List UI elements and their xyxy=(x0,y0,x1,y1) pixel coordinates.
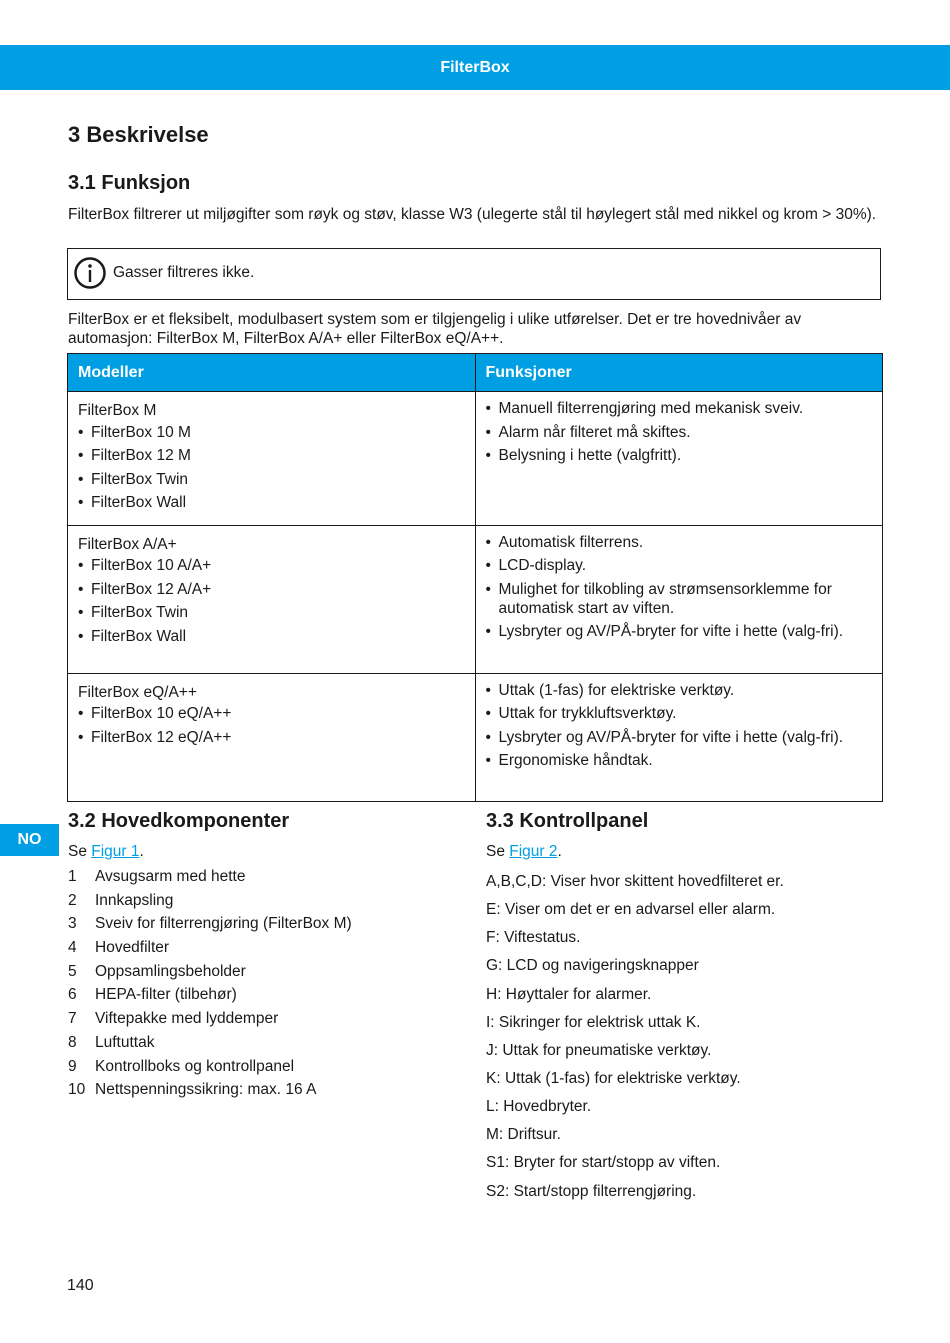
list-item: • Lysbryter og AV/PÅ-bryter for vifte i hette (valg-fri). xyxy=(486,728,873,747)
list-item xyxy=(68,1055,352,1079)
list-item xyxy=(68,1031,352,1055)
list-item xyxy=(68,960,352,984)
list-item xyxy=(68,865,352,889)
item-number: 9 xyxy=(68,1057,77,1075)
item-label: Innkapsling xyxy=(95,891,174,909)
control-panel-list xyxy=(486,868,784,1206)
see-prefix: Se xyxy=(68,843,92,860)
table-row xyxy=(68,392,883,526)
list-item: • LCD-display. xyxy=(486,556,873,575)
section-3-3-see xyxy=(486,843,562,861)
section-3-3-title: 3.3 Kontrollpanel xyxy=(486,810,649,832)
list-item: • Mulighet for tilkobling av strømsensorklemme for automatisk start av viften. xyxy=(486,580,873,618)
item-label: Hovedfilter xyxy=(95,939,170,957)
functions-cell xyxy=(475,525,883,673)
list-item: K: Uttak (1-fas) for elektriske verktøy. xyxy=(486,1069,741,1087)
list-item: E: Viser om det er en advarsel eller alarm. xyxy=(486,901,776,919)
section-3-1-body: FilterBox er et fleksibelt, modulbasert system som er tilgjengelig i ulike utførelser. Det er tre hovednivåer av automasjon: FilterBox M, FilterBox A/A+ eller FilterBox eQ/A++. xyxy=(68,311,802,347)
section-3-title: 3 Beskrivelse xyxy=(68,122,209,147)
list-item xyxy=(68,889,352,913)
info-note xyxy=(67,248,881,300)
column-header-models: Modeller xyxy=(68,354,476,392)
table-header-row xyxy=(68,354,883,392)
see-suffix: . xyxy=(557,843,562,860)
language-tab: NO xyxy=(0,824,59,856)
section-3-2-see xyxy=(68,843,144,861)
list-item: • FilterBox Twin xyxy=(78,603,465,622)
list-item: • Manuell filterrengjøring med mekanisk sveiv. xyxy=(486,399,873,418)
item-label: Avsugsarm med hette xyxy=(95,868,246,885)
list-item: • FilterBox Wall xyxy=(78,493,465,512)
list-item: • FilterBox Wall xyxy=(78,627,465,646)
item-label: Sveiv for filterrengjøring (FilterBox M) xyxy=(95,915,352,933)
section-3-2-title: 3.2 Hovedkomponenter xyxy=(68,810,290,832)
table-row xyxy=(68,525,883,673)
model-variants xyxy=(78,704,465,747)
list-item xyxy=(68,1078,352,1102)
see-prefix: Se xyxy=(486,843,510,860)
list-item: H: Høyttaler for alarmer. xyxy=(486,985,652,1003)
item-number: 7 xyxy=(68,1010,77,1028)
item-label: Luftuttak xyxy=(95,1033,155,1051)
header-bar xyxy=(0,45,950,90)
item-number: 5 xyxy=(68,962,77,980)
section-3-1-title: 3.1 Funksjon xyxy=(68,172,191,194)
item-number: 10 xyxy=(68,1081,86,1099)
function-list xyxy=(486,533,873,642)
page-number: 140 xyxy=(67,1277,94,1294)
list-item: • Uttak (1-fas) for elektriske verktøy. xyxy=(486,681,873,700)
list-item: • Automatisk filterrens. xyxy=(486,533,873,552)
list-item xyxy=(68,983,352,1007)
list-item xyxy=(68,1007,352,1031)
models-cell xyxy=(68,525,476,673)
list-item: • FilterBox 12 M xyxy=(78,446,465,465)
list-item: F: Viftestatus. xyxy=(486,929,581,947)
list-item: A,B,C,D: Viser hvor skittent hovedfilteret er. xyxy=(486,873,784,890)
list-item: • FilterBox 10 M xyxy=(78,423,465,442)
function-list xyxy=(486,399,873,465)
model-name: FilterBox M xyxy=(78,402,157,419)
table-row xyxy=(68,673,883,801)
list-item: I: Sikringer for elektrisk uttak K. xyxy=(486,1013,701,1031)
list-item: • Uttak for trykkluftsverktøy. xyxy=(486,704,873,723)
list-item: S1: Bryter for start/stopp av viften. xyxy=(486,1154,721,1172)
functions-cell xyxy=(475,673,883,801)
list-item: M: Driftsur. xyxy=(486,1126,561,1144)
figure-1-link[interactable]: Figur 1 xyxy=(91,843,140,860)
item-number: 4 xyxy=(68,939,77,957)
list-item xyxy=(68,912,352,936)
item-number: 3 xyxy=(68,915,77,933)
list-item: • FilterBox 10 A/A+ xyxy=(78,556,465,575)
model-variants xyxy=(78,556,465,646)
item-number: 1 xyxy=(68,868,77,885)
model-name: FilterBox eQ/A++ xyxy=(78,683,197,701)
note-text: Gasser filtreres ikke. xyxy=(113,264,255,281)
model-name: FilterBox A/A+ xyxy=(78,535,177,553)
item-label: HEPA-filter (tilbehør) xyxy=(95,986,237,1004)
list-item: • Alarm når filteret må skiftes. xyxy=(486,423,873,442)
list-item: L: Hovedbryter. xyxy=(486,1098,592,1116)
list-item: • FilterBox 12 eQ/A++ xyxy=(78,728,465,747)
item-label: Viftepakke med lyddemper xyxy=(95,1010,279,1028)
list-item: • Belysning i hette (valgfritt). xyxy=(486,446,873,465)
model-variants xyxy=(78,423,465,513)
item-number: 8 xyxy=(68,1033,77,1051)
list-item: • FilterBox Twin xyxy=(78,470,465,489)
list-item: G: LCD og navigeringsknapper xyxy=(486,957,699,975)
item-label: Oppsamlingsbeholder xyxy=(95,962,246,980)
components-list xyxy=(68,865,352,1102)
list-item xyxy=(68,936,352,960)
models-cell xyxy=(68,392,476,526)
list-item: • FilterBox 12 A/A+ xyxy=(78,580,465,599)
info-icon xyxy=(74,257,106,289)
item-number: 2 xyxy=(68,891,77,909)
list-item: • Lysbryter og AV/PÅ-bryter for vifte i hette (valg-fri). xyxy=(486,622,873,641)
see-suffix: . xyxy=(139,843,144,860)
item-label: Nettspenningssikring: max. 16 A xyxy=(95,1081,317,1099)
list-item: • FilterBox 10 eQ/A++ xyxy=(78,704,465,723)
header-title: FilterBox xyxy=(440,59,510,76)
models-cell xyxy=(68,673,476,801)
models-functions-table xyxy=(67,353,883,802)
list-item: • Ergonomiske håndtak. xyxy=(486,751,873,770)
figure-2-link[interactable]: Figur 2 xyxy=(509,843,558,860)
function-list xyxy=(486,681,873,771)
list-item: J: Uttak for pneumatiske verktøy. xyxy=(486,1041,712,1059)
section-3-1-intro: FilterBox filtrerer ut miljøgifter som røyk og støv, klasse W3 (ulegerte stål til høylegert stål med nikkel og krom > 30%). xyxy=(68,206,877,223)
functions-cell xyxy=(475,392,883,526)
column-header-functions: Funksjoner xyxy=(475,354,883,392)
list-item: S2: Start/stopp filterrengjøring. xyxy=(486,1182,697,1200)
item-label: Kontrollboks og kontrollpanel xyxy=(95,1057,295,1075)
item-number: 6 xyxy=(68,986,77,1004)
